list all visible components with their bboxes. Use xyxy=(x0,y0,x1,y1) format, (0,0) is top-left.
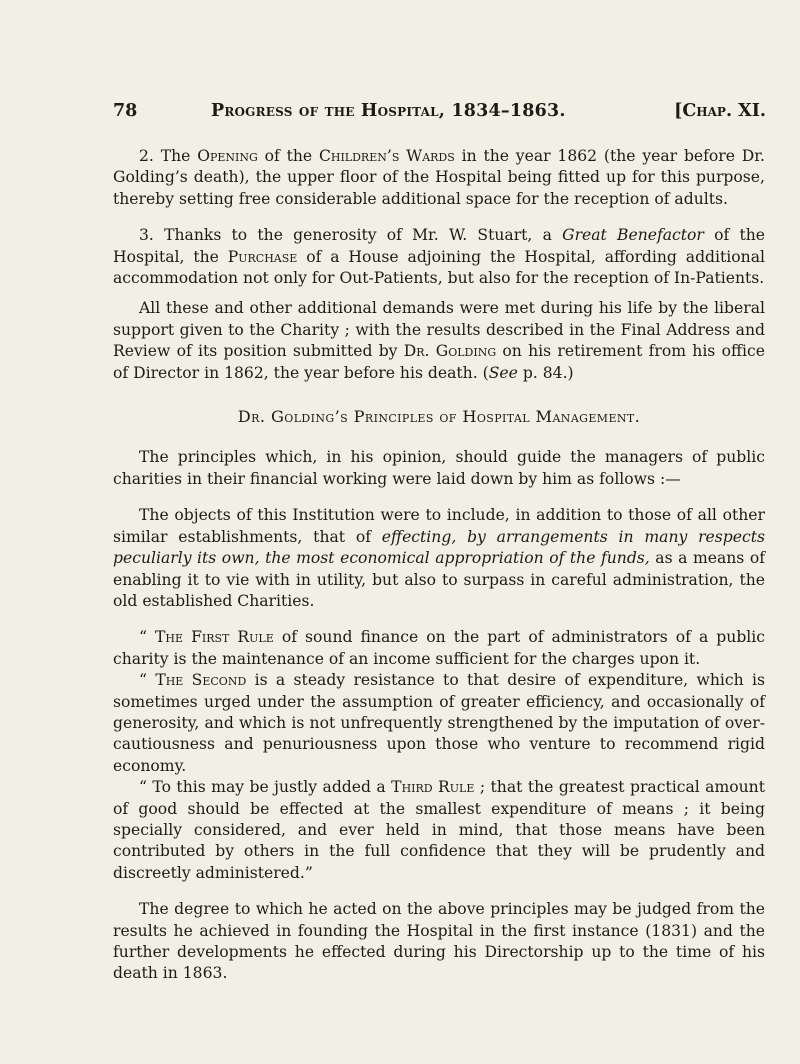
text-run: “ To this may be justly added a xyxy=(139,778,392,797)
paragraph-conclusion: The degree to which he acted on the above principles may be judged from the results he achieved in founding the Hospital in the first instance (1831) and the further developments he effected during his Directorship up to the time of his death in 1863. xyxy=(113,900,765,983)
section-heading: Dr. Golding’s Principles of Hospital Management. xyxy=(237,407,641,427)
paragraph-third-rule xyxy=(113,777,765,884)
text-run: is a steady resistance to that desire of expenditure, which is sometimes urged under the assumption of greater efficiency, and occasionally of generosity, and which is not unfrequently strengthened by the imputation of over-cautiousness and penuriousness upon those who venture to recommend rigid economy. xyxy=(113,671,765,775)
paragraph-purchase xyxy=(113,225,765,289)
page-number: 78 xyxy=(113,101,138,121)
italic-run: Great Benefactor xyxy=(562,226,704,245)
text-run: of the xyxy=(257,147,319,165)
italic-run: effecting, by arrangements in many respects peculiarly its own, the most economical appropriation of the funds, xyxy=(113,527,765,568)
small-caps-run: Purchase xyxy=(227,247,298,266)
text-run: of the Hospital, the xyxy=(113,226,765,266)
italic-run: See xyxy=(488,363,518,382)
small-caps-run: Opening xyxy=(197,147,258,165)
small-caps-run: Dr. Golding xyxy=(403,342,497,361)
small-caps-run: The Second xyxy=(155,671,247,690)
body-text xyxy=(113,146,765,1000)
text-run: as a means of enabling it to vie with in utility, but also to surpass in careful administration, the old established Charities. xyxy=(113,549,765,610)
small-caps-run: Third Rule xyxy=(391,778,475,797)
text-run: “ xyxy=(139,671,156,690)
paragraph-additional-demands xyxy=(113,298,765,384)
small-caps-run: The First Rule xyxy=(155,628,274,647)
paragraph-children-wards xyxy=(113,146,765,210)
paragraph-principles-intro: The principles which, in his opinion, should guide the managers of public charities in their financial working were laid down by him as follows :— xyxy=(113,448,765,488)
text-run: on his retirement from his office of Director in 1862, the year before his death. ( xyxy=(113,342,765,382)
text-run: ; that the greatest practical amount of good should be effected at the smallest expenditure of means ; it being specially considered, and ever held in mind, that those means have been contributed by others in the full confidence that they will be prudently and discreetly administered.” xyxy=(113,778,765,882)
text-run: The objects of this Institution were to include, in addition to those of all other similar establishments, that of xyxy=(113,506,765,546)
small-caps-run: Children’s Wards xyxy=(318,147,455,165)
text-run: p. 84.) xyxy=(517,363,574,382)
running-title: Progress of the Hospital, 1834–1863. xyxy=(211,101,566,121)
text-run: “ xyxy=(139,628,156,647)
chapter-label: [Chap. XI. xyxy=(674,101,766,121)
text-run: in the year 1862 (the year before Dr. Golding’s death), the upper floor of the Hospital being fitted up for this purpose, thereby setting free considerable additional space for the reception of adults. xyxy=(113,147,766,208)
running-head xyxy=(113,101,766,127)
text-run: All these and other additional demands were met during his life by the liberal support given to the Charity ; with the results described in the Final Address and Review of its position submitted by xyxy=(113,299,765,361)
text-run: of a House adjoining the Hospital, affording additional accommodation not only for Out-Patients, but also for the reception of In-Patients. xyxy=(113,247,765,288)
paragraph-first-rule xyxy=(113,627,765,670)
text-run: of sound finance on the part of administrators of a public charity is the maintenance of an income sufficient for the charges upon it. xyxy=(113,628,766,668)
paragraph-second-rule xyxy=(113,670,765,777)
text-run: 2. The xyxy=(139,147,198,165)
text-run: 3. Thanks to the generosity of Mr. W. Stuart, a xyxy=(139,226,563,245)
paragraph-objects xyxy=(113,505,765,612)
